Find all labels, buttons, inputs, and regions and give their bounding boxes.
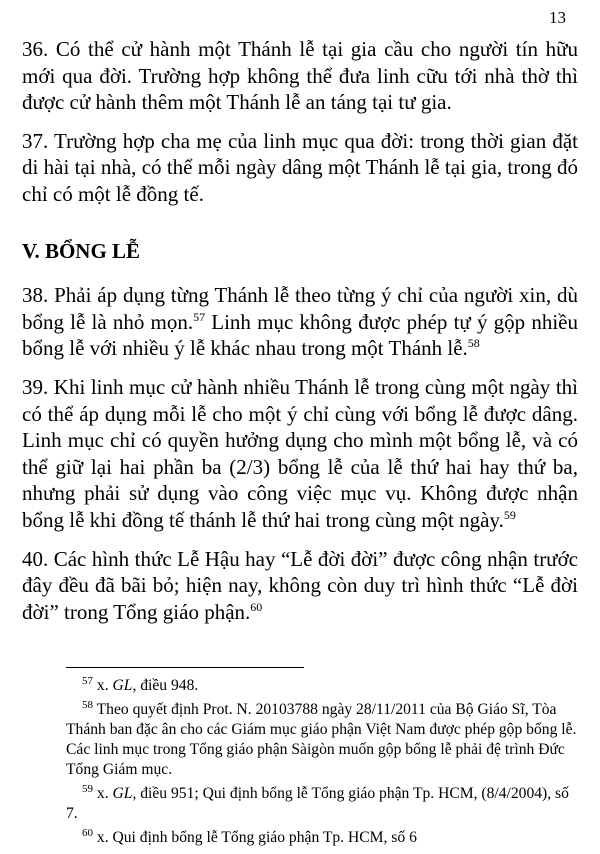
paragraph-39: [22, 374, 578, 534]
paragraph-37: 37. Trường hợp cha mẹ của linh mục qua đời: trong thời gian đặt di hài tại nhà, có thể mỗi ngày dâng một Thánh lễ tại gia, trong đó chỉ có một lễ đồng tế.: [22, 128, 578, 206]
footnote-ref-59: 59: [503, 507, 516, 522]
footnote-ref-58: 58: [467, 336, 480, 351]
page-number: 13: [549, 8, 566, 27]
footnote-ref-57: 57: [193, 309, 206, 324]
paragraph-38: [22, 282, 578, 362]
footnotes: [66, 676, 578, 852]
footnote-text: , điều 951; Qui định bổng lễ Tổng giáo phận Tp. HCM, (8/4/2004), số 7.: [66, 785, 569, 822]
footnote-number: 59: [82, 783, 93, 795]
footnote-text: Qui định bổng lễ Tổng giáo phận Tp. HCM, số 6: [112, 829, 417, 846]
footnote-italic: GL: [112, 677, 133, 694]
footnote-number: 58: [82, 699, 93, 711]
section-heading: V. BỔNG LỄ: [22, 238, 141, 263]
footnote-60: [66, 828, 578, 848]
footnote-number: 57: [82, 675, 93, 687]
footnote-text: , điều 948.: [132, 677, 199, 694]
footnote-prefix: x.: [96, 829, 113, 846]
footnote-number: 60: [82, 827, 93, 839]
main-text: [22, 36, 578, 637]
footnote-59: [66, 784, 578, 824]
footnote-ref-60: 60: [250, 599, 263, 614]
footnote-57: [66, 676, 578, 696]
footnote-prefix: x.: [96, 785, 113, 802]
footnote-text: Theo quyết định Prot. N. 20103788 ngày 28/11/2011 của Bộ Giáo Sĩ, Tòa Thánh ban đặc ân cho các Giám mục giáo phận Việt Nam được phép gộp bổng lễ. Các linh mục trong Tổng giáo phận Sàigòn muốn gộp bổng lễ phải đệ trình Đức Tổng Giám mục.: [66, 701, 577, 778]
paragraph-36: 36. Có thể cử hành một Thánh lễ tại gia cầu cho người tín hữu mới qua đời. Trường hợp không thể đưa linh cữu tới nhà thờ thì được cử hành thêm một Thánh lễ an táng tại tư gia.: [22, 37, 578, 115]
paragraph-38-part1: 38. Phải áp dụng từng Thánh lễ theo từng ý chỉ của người xin, dù bổng lễ là nhỏ mọn.: [22, 283, 578, 334]
footnote-58: [66, 700, 578, 780]
paragraph-40: [22, 546, 578, 626]
paragraph-38-part2: Linh mục không được phép tự ý gộp nhiều bổng lễ với nhiều ý lễ khác nhau trong một Thánh lễ.: [22, 309, 578, 361]
footnote-prefix: x.: [96, 677, 113, 694]
footnote-divider: [66, 667, 304, 668]
paragraph-40-text: 40. Các hình thức Lễ Hậu hay “Lễ đời đời” được công nhận trước đây đều đã bãi bỏ; hiện nay, không còn duy trì hình thức “Lễ đời đời” trong Tổng giáo phận.: [22, 546, 578, 624]
paragraph-39-text: 39. Khi linh mục cử hành nhiều Thánh lễ trong cùng một ngày thì có thể áp dụng mỗi lễ cho một ý chỉ cùng với bổng lễ được dâng. Linh mục chỉ có quyền hưởng dụng cho mình một bổng lễ, và có thể giữ lại hai phần ba (2/3) bổng lễ của lễ thứ hai hay thứ ba, nhưng phải sử dụng vào công việc mục vụ. Không được nhận bổng lễ khi đồng tế thánh lễ thứ hai trong cùng một ngày.: [22, 374, 578, 532]
footnote-italic: GL: [112, 785, 133, 802]
